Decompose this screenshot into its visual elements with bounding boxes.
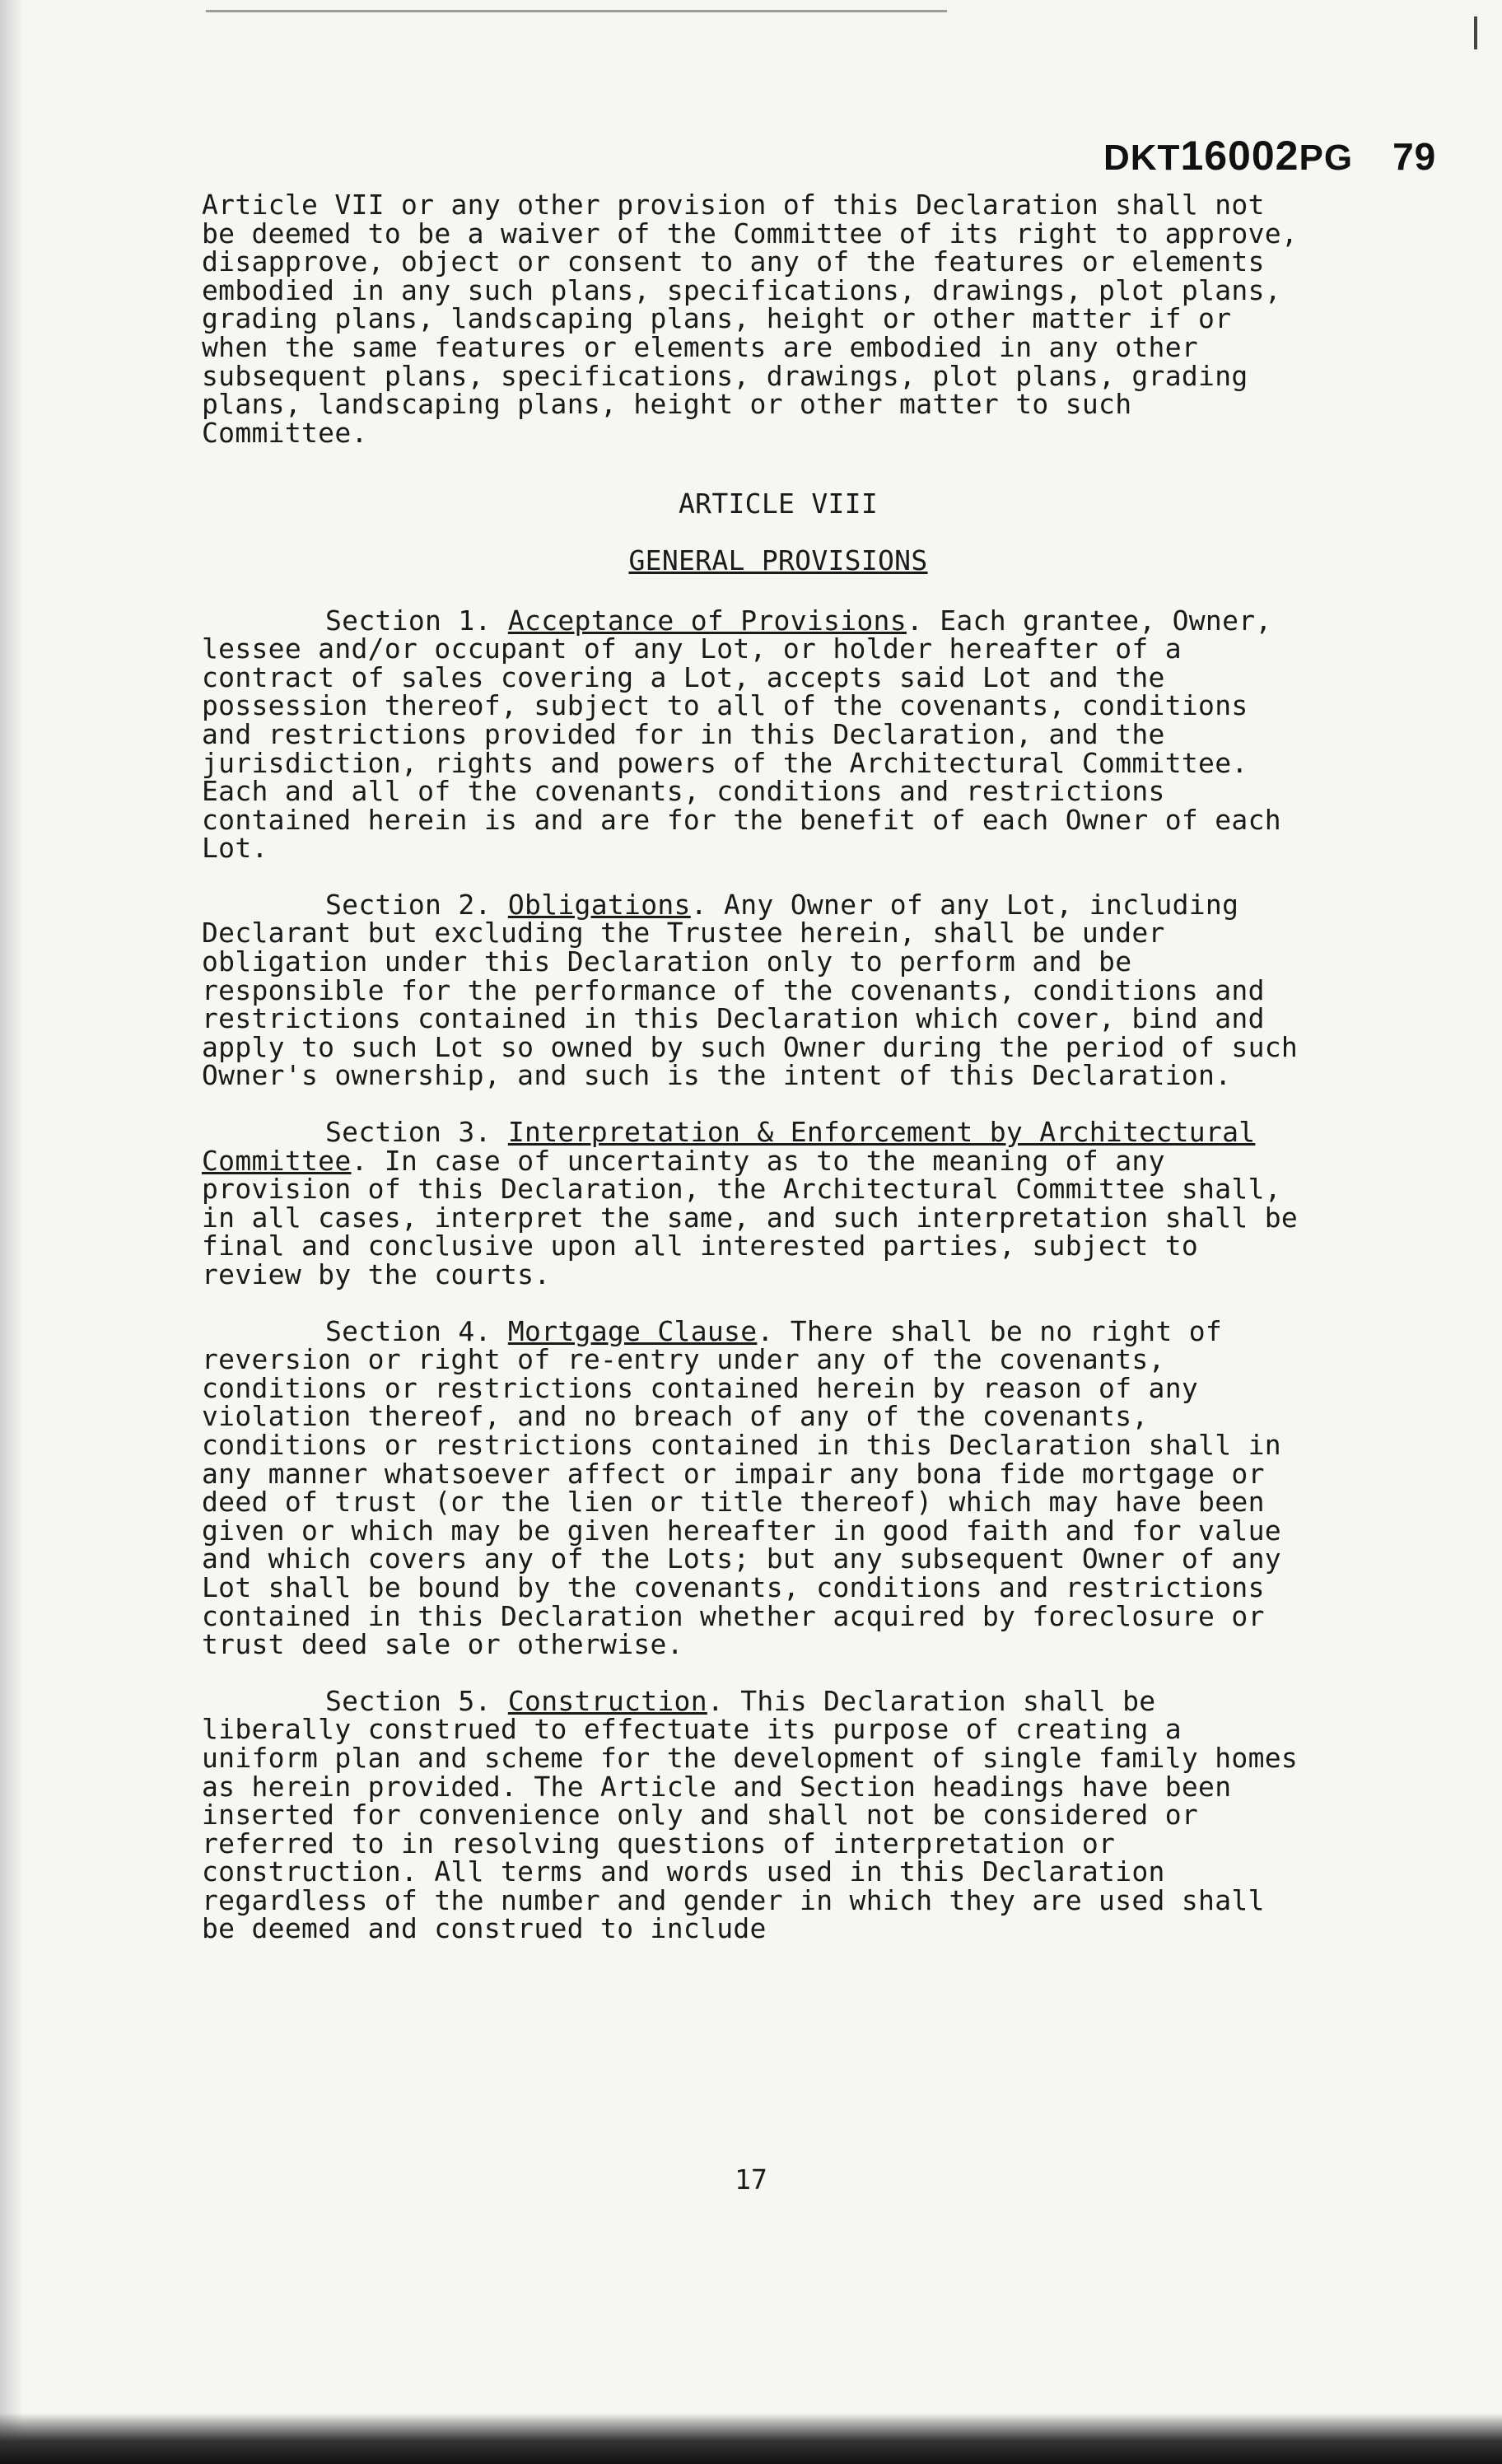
scan-top-artifact (206, 10, 947, 12)
section-title: Interpretation & Enforcement by Architectural Committee (202, 1116, 1256, 1177)
section-5 (202, 1684, 1305, 1945)
scan-right-artifact (1474, 16, 1477, 49)
section-1 (202, 604, 1305, 865)
document-body (202, 191, 1305, 1944)
page-label: PG (1299, 138, 1354, 178)
book-label: DKT (1103, 138, 1181, 178)
section-label: Section 4. (325, 1314, 492, 1347)
scan-bottom-artifact (0, 2413, 1502, 2464)
section-body: . Any Owner of any Lot, including Declarant but excluding the Trustee herein, shall be under obligation under this Declaration only to perform and be responsible for the performance of the covenants, conditions and restrictions contained in this Declaration which cover, bind and apply to such Lot so owned by such Owner during the period of such Owner's ownership, and such is the intent of this Declaration. (202, 888, 1299, 1092)
section-2 (202, 888, 1305, 1092)
section-body: . In case of uncertainty as to the meaning of any provision of this Declaration, the Architectural Committee shall, in all cases, interpret the same, and such interpretation shall be final and conclusive upon all interested parties, subject to review by the courts. (202, 1144, 1299, 1290)
article-title: GENERAL PROVISIONS (628, 544, 928, 576)
section-title: Mortgage Clause (507, 1314, 758, 1347)
intro-paragraph: Article VII or any other provision of this Declaration shall not be deemed to be a waiver of the Committee of its right to approve, disapprove, object or consent to any of the features or elements embodied in any such plans, specifications, drawings, plot plans, grading plans, landscaping plans, height or other matter if or when the same features or elements are embodied in any other subsequent plans, specifications, drawings, plot plans, grading plans, landscaping plans, height or other matter to such Committee. (202, 189, 1299, 449)
section-label: Section 1. (325, 604, 492, 637)
section-body: . Each grantee, Owner, lessee and/or occupant of any Lot, or holder hereafter of a contract of sales covering a Lot, accepts said Lot and the possession thereof, subject to all of the covenants, conditions and restrictions provided for in this Declaration, and the jurisdiction, rights and powers of the Architectural Committee. Each and all of the covenants, conditions and restrictions contained herein is and are for the benefit of each Owner of each Lot. (202, 604, 1281, 865)
book-number: 16002 (1180, 133, 1299, 179)
section-label: Section 2. (325, 888, 492, 921)
section-title: Obligations (507, 888, 691, 921)
article-heading: ARTICLE VIII (678, 488, 878, 520)
section-4 (202, 1314, 1305, 1661)
scan-left-edge (0, 0, 23, 2464)
section-title: Acceptance of Provisions (507, 604, 907, 637)
recording-page-number: 79 (1392, 135, 1437, 178)
section-body: . This Declaration shall be liberally construed to effectuate its purpose of creating a uniform plan and scheme for the development of single family homes as herein provided. The Article and Section headings have been inserted for convenience only and shall not be considered or referred to in resolving questions of interpretation or construction. All terms and words used in this Declaration regardless of the number and gender in which they are used shall be deemed and construed to include (202, 1684, 1299, 1945)
section-title: Construction (507, 1684, 707, 1717)
section-body: . There shall be no right of reversion or right of re-entry under any of the covenants, conditions or restrictions contained herein by reason of any violation thereof, and no breach of any of the covenants, conditions or restrictions contained in this Declaration shall in any manner whatsoever affect or impair any bona fide mortgage or deed of trust (or the lien or title thereof) which may have been given or which may be given hereafter in good faith and for value and which covers any of the Lots; but any subsequent Owner of any Lot shall be bound by the covenants, conditions and restrictions contained in this Declaration whether acquired by foreclosure or trust deed sale or otherwise. (202, 1314, 1281, 1661)
section-label: Section 3. (325, 1116, 492, 1149)
page-number: 17 (735, 2163, 767, 2196)
recording-reference (1103, 132, 1436, 180)
section-3 (202, 1118, 1305, 1290)
section-label: Section 5. (325, 1684, 492, 1717)
